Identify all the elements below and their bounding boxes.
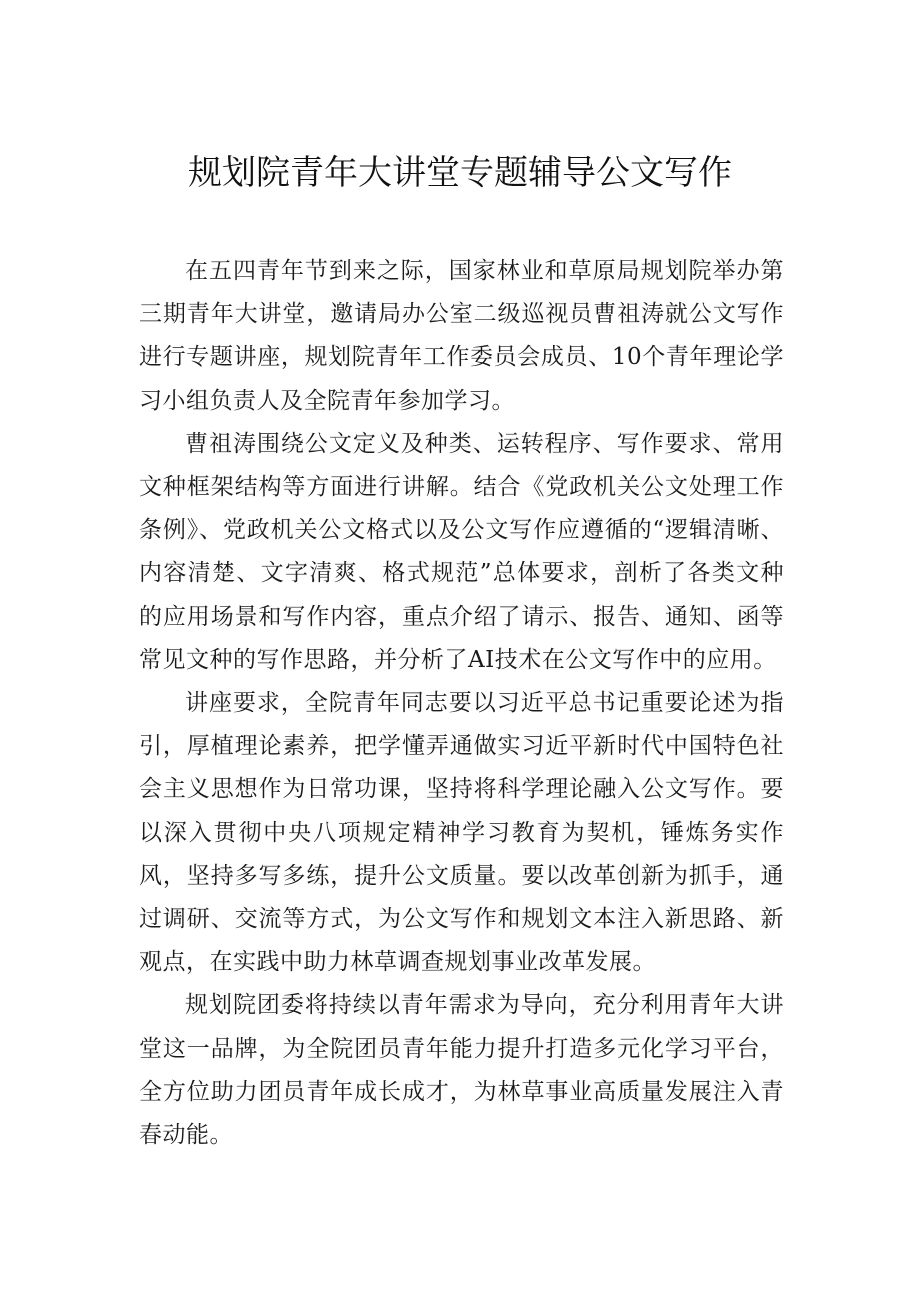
paragraph-4: 规划院团委将持续以青年需求为导向，充分利用青年大讲堂这一品牌，为全院团员青年能力提升打造多元化学习平台，全方位助力团员青年成长成才，为林草事业高质量发展注入青春动能。 <box>139 992 784 1149</box>
document-body <box>139 250 784 1157</box>
paragraph-2: 曹祖涛围绕公文定义及种类、运转程序、写作要求、常用文种框架结构等方面进行讲解。结合《党政机关公文处理工作条例》、党政机关公文格式以及公文写作应遵循的“逻辑清晰、内容清楚、文字清爽、格式规范”总体要求，剖析了各类文种的应用场景和写作内容，重点介绍了请示、报告、通知、函等常见文种的写作思路，并分析了AI技术在公文写作中的应用。 <box>139 430 784 673</box>
document-title: 规划院青年大讲堂专题辅导公文写作 <box>188 153 732 193</box>
paragraph-3: 讲座要求，全院青年同志要以习近平总书记重要论述为指引，厚植理论素养，把学懂弄通做实习近平新时代中国特色社会主义思想作为日常功课，坚持将科学理论融入公文写作。要以深入贯彻中央八项规定精神学习教育为契机，锤炼务实作风，坚持多写多练，提升公文质量。要以改革创新为抓手，通过调研、交流等方式，为公文写作和规划文本注入新思路、新观点，在实践中助力林草调查规划事业改革发展。 <box>139 690 784 976</box>
paragraph-1: 在五四青年节到来之际，国家林业和草原局规划院举办第三期青年大讲堂，邀请局办公室二级巡视员曹祖涛就公文写作进行专题讲座，规划院青年工作委员会成员、10个青年理论学习小组负责人及全院青年参加学习。 <box>139 258 784 414</box>
